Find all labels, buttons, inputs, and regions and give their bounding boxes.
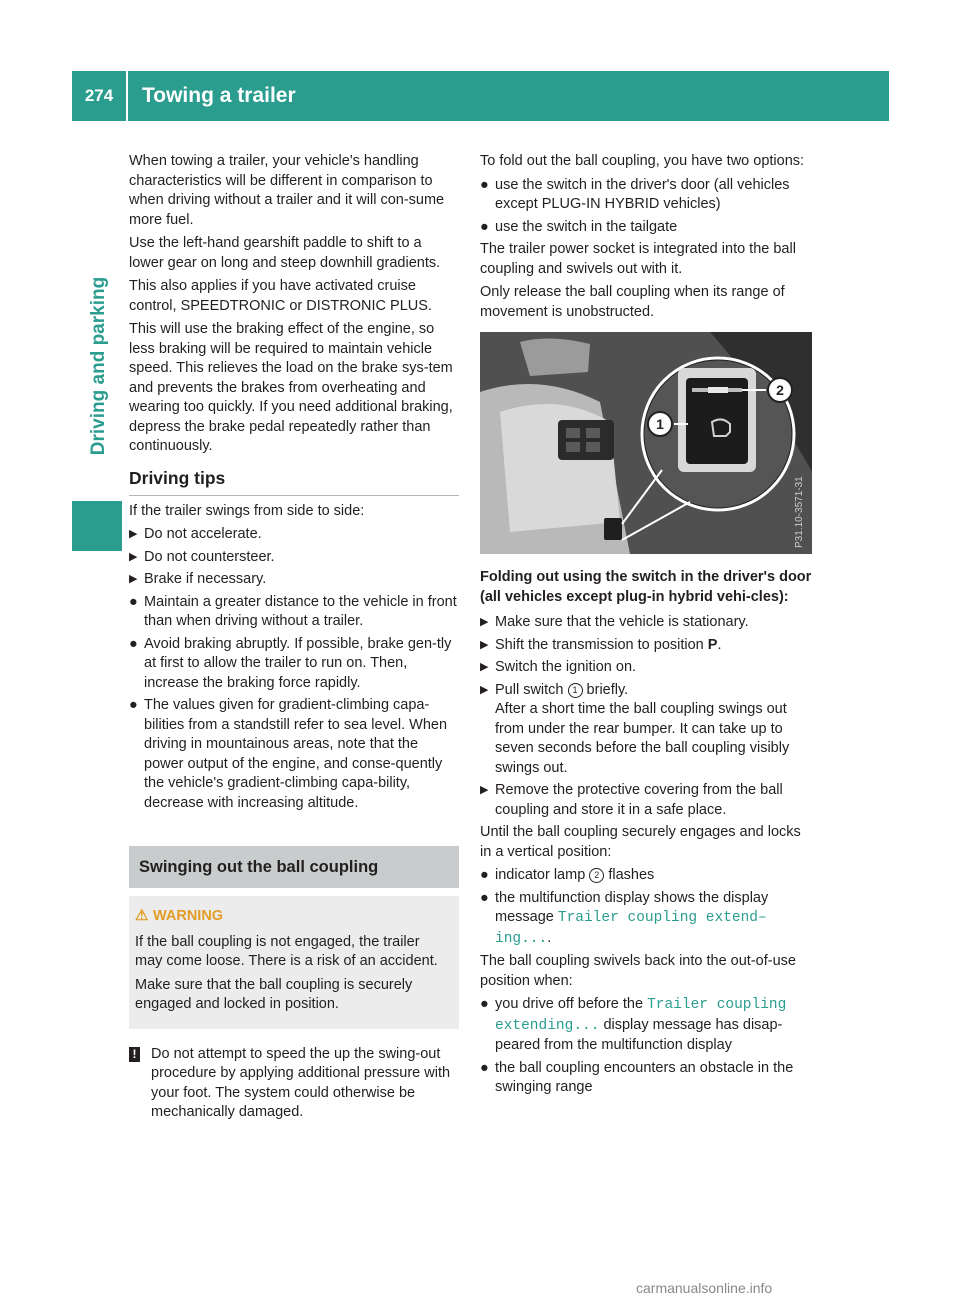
bullet-text: the multifunction display shows the display message [495, 889, 769, 925]
bullet-icon: ● [129, 593, 138, 610]
bullet-icon: ● [480, 176, 489, 193]
arrow-icon: ▶ [129, 573, 138, 585]
step-item [129, 548, 459, 568]
section-heading: Swinging out the ball coupling [129, 846, 459, 888]
warning-icon: ⚠ [135, 907, 149, 924]
bullet-icon: ● [480, 889, 489, 906]
bullet-item [480, 866, 812, 886]
arrow-icon: ▶ [480, 661, 489, 673]
swivel-paragraph: The ball coupling swivels back into the out-of-use position when: [480, 953, 796, 989]
option-text: use the switch in the tailgate [495, 218, 678, 235]
bullet-item [480, 889, 812, 950]
header-divider [126, 71, 128, 121]
bullet-item [129, 635, 459, 694]
step-text: Remove the protective covering from the ball coupling and store it in a safe place. [495, 782, 783, 818]
bullet-item [129, 696, 459, 813]
step-detail: After a short time the ball coupling swings out from under the rear bumper. It can take up to seven seconds before the ball coupling visibly swings out. [495, 701, 790, 776]
step-item [480, 781, 812, 820]
sidebar-section-label: Driving and parking [88, 276, 109, 456]
step-text-end: . [717, 636, 722, 653]
bullet-text-end: display message has disap-peared from the multifunction display [495, 1016, 783, 1053]
bullet-item [480, 1059, 812, 1098]
bullet-text: the ball coupling encounters an obstacle in the swinging range [495, 1059, 794, 1095]
option-item [480, 176, 812, 215]
display-message: Trailer coupling extending... [495, 997, 787, 1034]
bullet-item [129, 593, 459, 632]
page-number: 274 [84, 86, 114, 105]
display-message: Trailer coupling extend– ing... [495, 910, 767, 947]
warning-box [129, 896, 459, 1029]
intro-paragraph-2: Use the left-hand gearshift paddle to shift to a lower gear on long and steep downhill gradients. [129, 235, 441, 271]
callout-1: 1 [656, 416, 664, 432]
right-column [480, 152, 812, 1101]
notice [129, 1045, 459, 1123]
option-text: use the switch in the driver's door (all vehicles except PLUG-IN HYBRID vehicles) [495, 176, 790, 212]
bullet-icon: ● [480, 1059, 489, 1076]
page-title: Towing a trailer [142, 84, 296, 107]
left-column [129, 152, 459, 1123]
warning-text-2: Make sure that the ball coupling is securely engaged and locked in position. [135, 976, 413, 1012]
socket-paragraph: The trailer power socket is integrated into the ball coupling and swivels out with it. [480, 241, 796, 277]
option-item [480, 218, 812, 238]
intro-paragraph-1: When towing a trailer, your vehicle's handling characteristics will be different in comparison to when driving without a trailer and it will con-sume more fuel. [129, 153, 445, 228]
sidebar-marker [72, 501, 122, 551]
bullet-icon: ● [129, 697, 138, 713]
arrow-icon: ▶ [129, 528, 138, 540]
step-text: Do not countersteer. [144, 548, 275, 565]
page-header [72, 71, 889, 121]
arrow-icon: ▶ [480, 683, 489, 696]
step-text: Switch the ignition on. [495, 659, 637, 675]
door-switch-photo [480, 332, 812, 554]
step-item [480, 658, 812, 678]
step-text: Pull switch [495, 681, 568, 698]
bullet-icon: ● [480, 218, 489, 235]
callout-ref-2: 2 [589, 868, 604, 883]
tips-intro: If the trailer swings from side to side: [129, 502, 365, 519]
arrow-icon: ▶ [129, 550, 138, 563]
arrow-icon: ▶ [480, 784, 489, 796]
notice-text: Do not attempt to speed the up the swing-out procedure by applying additional pressure with your foot. The system could otherwise be mechanically damaged. [151, 1045, 451, 1120]
options-intro: To fold out the ball coupling, you have two options: [480, 153, 805, 169]
bullet-text-end: . [547, 929, 552, 946]
gear-position: P [707, 636, 718, 653]
release-paragraph: Only release the ball coupling when its range of movement is unobstructed. [480, 284, 785, 320]
step-text: Brake if necessary. [144, 571, 267, 587]
driving-tips-heading: Driving tips [129, 467, 459, 496]
folding-subheading: Folding out using the switch in the driver's door (all vehicles except plug-in hybrid vehi-cles): [480, 569, 812, 605]
photo-code: P31.10-3571-31 [794, 476, 805, 548]
intro-paragraph-3: This also applies if you have activated cruise control, SPEEDTRONIC or DISTRONIC PLUS. [129, 278, 432, 314]
bullet-text: you drive off before the [495, 996, 648, 1012]
step-text: Shift the transmission to position [495, 636, 708, 653]
step-item [480, 681, 812, 779]
step-text: Make sure that the vehicle is stationary. [495, 614, 749, 630]
callout-2: 2 [776, 382, 784, 398]
bullet-icon: ● [480, 996, 489, 1012]
footer-watermark: carmanualsonline.info [636, 1280, 773, 1296]
step-text: Do not accelerate. [144, 526, 262, 542]
warning-label: WARNING [153, 908, 224, 924]
step-item [129, 570, 459, 590]
bullet-text-end: flashes [604, 867, 655, 883]
step-item [129, 525, 459, 545]
step-item [480, 613, 812, 633]
step-text-end: briefly. [582, 681, 629, 698]
arrow-icon: ▶ [480, 616, 489, 628]
callout-ref-1: 1 [568, 683, 583, 698]
bullet-icon: ● [480, 867, 489, 883]
bullet-text: Avoid braking abruptly. If possible, brake gen-tly at first to allow the trailer to run on. Then, increase the braking force rapidly. [144, 635, 452, 691]
intro-paragraph-4: This will use the braking effect of the engine, so less braking will be required to maintain vehicle speed. This relieves the load on the brake sys-tem and prevents the brakes from overheating and wearing too quickly. If you need additional braking, depress the brake pedal repeatedly rather than continuously. [129, 321, 453, 454]
bullet-text: indicator lamp [495, 867, 590, 883]
bullet-text: Maintain a greater distance to the vehicle in front than when driving without a trailer. [144, 593, 457, 629]
arrow-icon: ▶ [480, 638, 489, 651]
bullet-item [480, 995, 812, 1056]
warning-text-1: If the ball coupling is not engaged, the trailer may come loose. There is a risk of an accident. [135, 933, 438, 969]
step-item [480, 636, 812, 656]
until-paragraph: Until the ball coupling securely engages and locks in a vertical position: [480, 824, 801, 860]
exclamation-icon: ! [129, 1047, 140, 1062]
bullet-icon: ● [129, 635, 138, 652]
bullet-text: The values given for gradient-climbing capa-bilities from a standstill refer to sea level. When driving in mountainous areas, note that the power output of the engine, and conse-quently the vehicle's gradient-climbing capa-bility, decrease with increasing altitude. [144, 697, 448, 811]
warning-title [135, 906, 449, 927]
